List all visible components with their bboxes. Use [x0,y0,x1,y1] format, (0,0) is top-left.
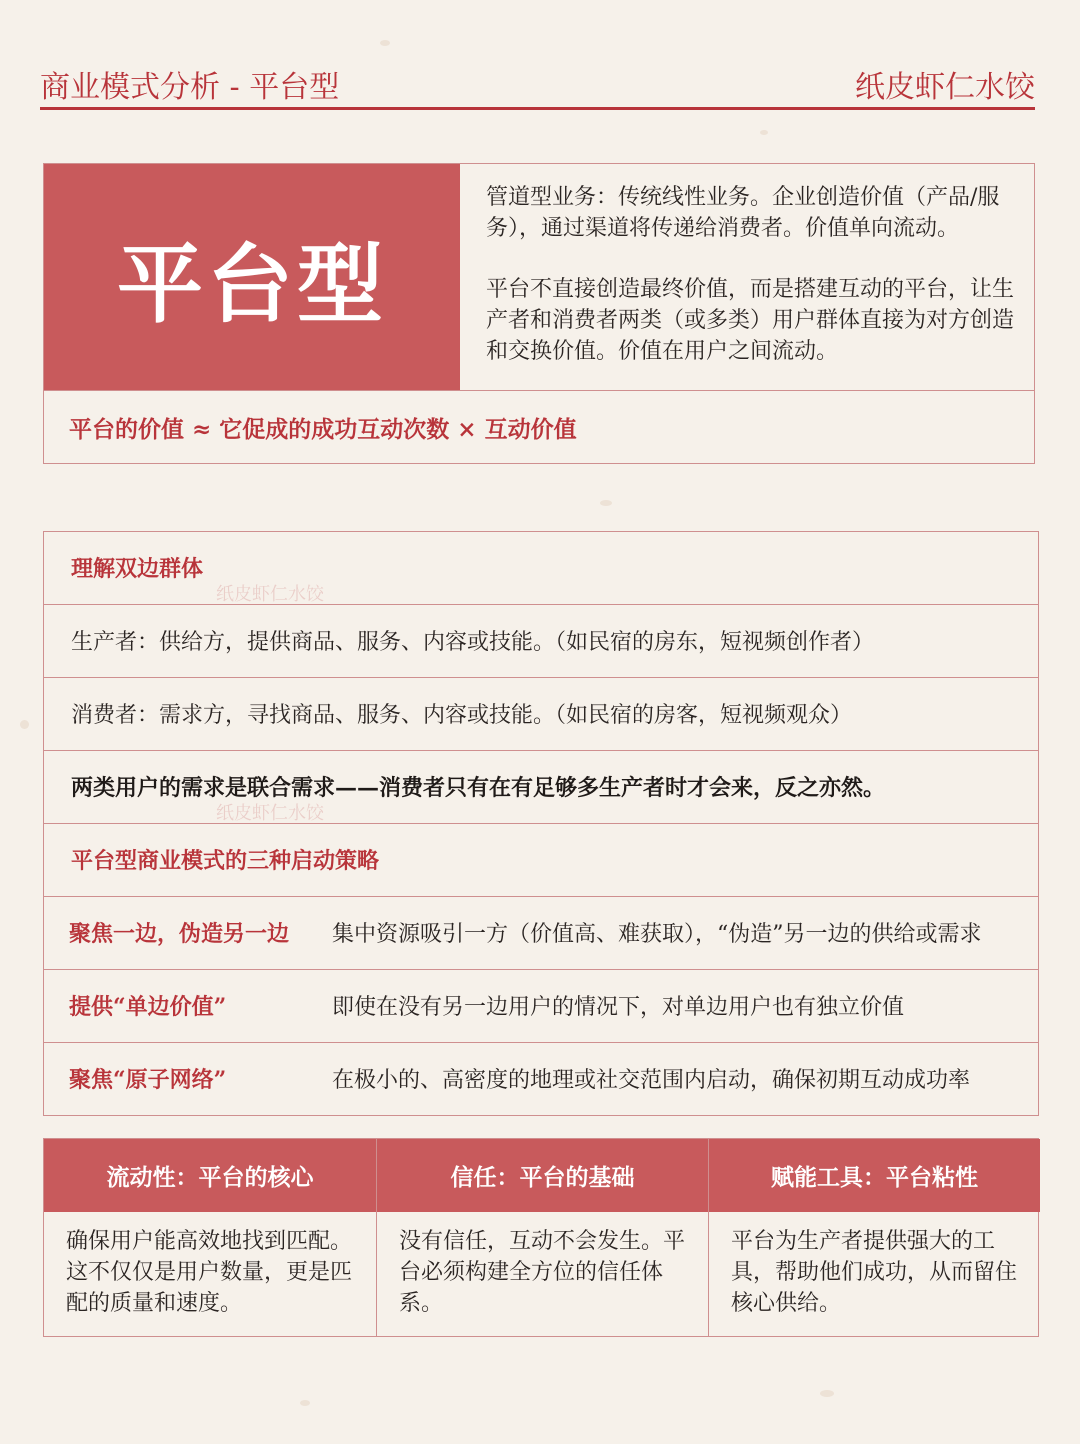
producer-text: 生产者：供给方，提供商品、服务、内容或技能。（如民宿的房东，短视频创作者） [71,630,875,655]
watermark-text: 纸皮虾仁水饺 [216,584,324,605]
strategy-row [44,970,1038,1043]
watermark-text: 纸皮虾仁水饺 [216,803,324,824]
platform-description: 平台不直接创造最终价值，而是搭建互动的平台，让生产者和消费者两类（或多类）用户群体直接为对方创造和交换价值。价值在用户之间流动。 [486,277,1015,364]
strategy-value: 即使在没有另一边用户的情况下，对单边用户也有独立价值 [332,995,905,1020]
page-title: 商业模式分析 - 平台型 [40,70,340,105]
strategy-heading-row [44,824,1038,897]
hero-description [486,182,1016,367]
strategy-row [44,1043,1038,1116]
two-sided-section [43,531,1039,1116]
card-title: 信任：平台的基础 [377,1139,708,1212]
section-heading-two-sided: 理解双边群体 [71,556,204,582]
brand-name: 纸皮虾仁水饺 [855,70,1035,105]
hero-title: 平台型 [117,234,387,335]
hero-section [43,163,1035,464]
strategy-key: 聚焦“原子网络” [69,1067,227,1093]
card-tools [708,1139,1040,1336]
producer-row [44,605,1038,678]
card-liquidity [44,1139,376,1336]
consumer-row [44,678,1038,751]
value-formula: 平台的价值 ≈ 它促成的成功互动次数 × 互动价值 [69,416,577,443]
card-title: 流动性：平台的核心 [44,1139,376,1212]
consumer-text: 消费者：需求方，寻找商品、服务、内容或技能。（如民宿的房客，短视频观众） [71,703,853,728]
pipeline-description: 管道型业务：传统线性业务。企业创造价值（产品/服务），通过渠道将传递给消费者。价值单向流动。 [486,185,1000,241]
strategy-key: 提供“单边价值” [69,994,227,1020]
section-heading-strategies: 平台型商业模式的三种启动策略 [71,848,380,874]
section-heading-row [44,532,1038,605]
card-trust [376,1139,708,1336]
card-title: 赋能工具：平台粘性 [709,1139,1040,1212]
strategy-key: 聚焦一边，伪造另一边 [69,921,290,947]
pillar-cards [43,1138,1039,1337]
page-header [40,60,1035,110]
strategy-value: 集中资源吸引一方（价值高、难获取），“伪造”另一边的供给或需求 [332,922,982,947]
joint-demand-text: 两类用户的需求是联合需求——消费者只有在有足够多生产者时才会来，反之亦然。 [71,775,886,801]
card-body: 平台为生产者提供强大的工具，帮助他们成功，从而留住核心供给。 [731,1229,1018,1316]
strategy-row [44,897,1038,970]
card-body: 没有信任，互动不会发生。平台必须构建全方位的信任体系。 [399,1229,686,1316]
joint-demand-row [44,751,1038,824]
formula-row [44,390,1034,463]
strategy-value: 在极小的、高密度的地理或社交范围内启动，确保初期互动成功率 [332,1068,971,1093]
card-body: 确保用户能高效地找到匹配。这不仅仅是用户数量，更是匹配的质量和速度。 [66,1229,353,1316]
